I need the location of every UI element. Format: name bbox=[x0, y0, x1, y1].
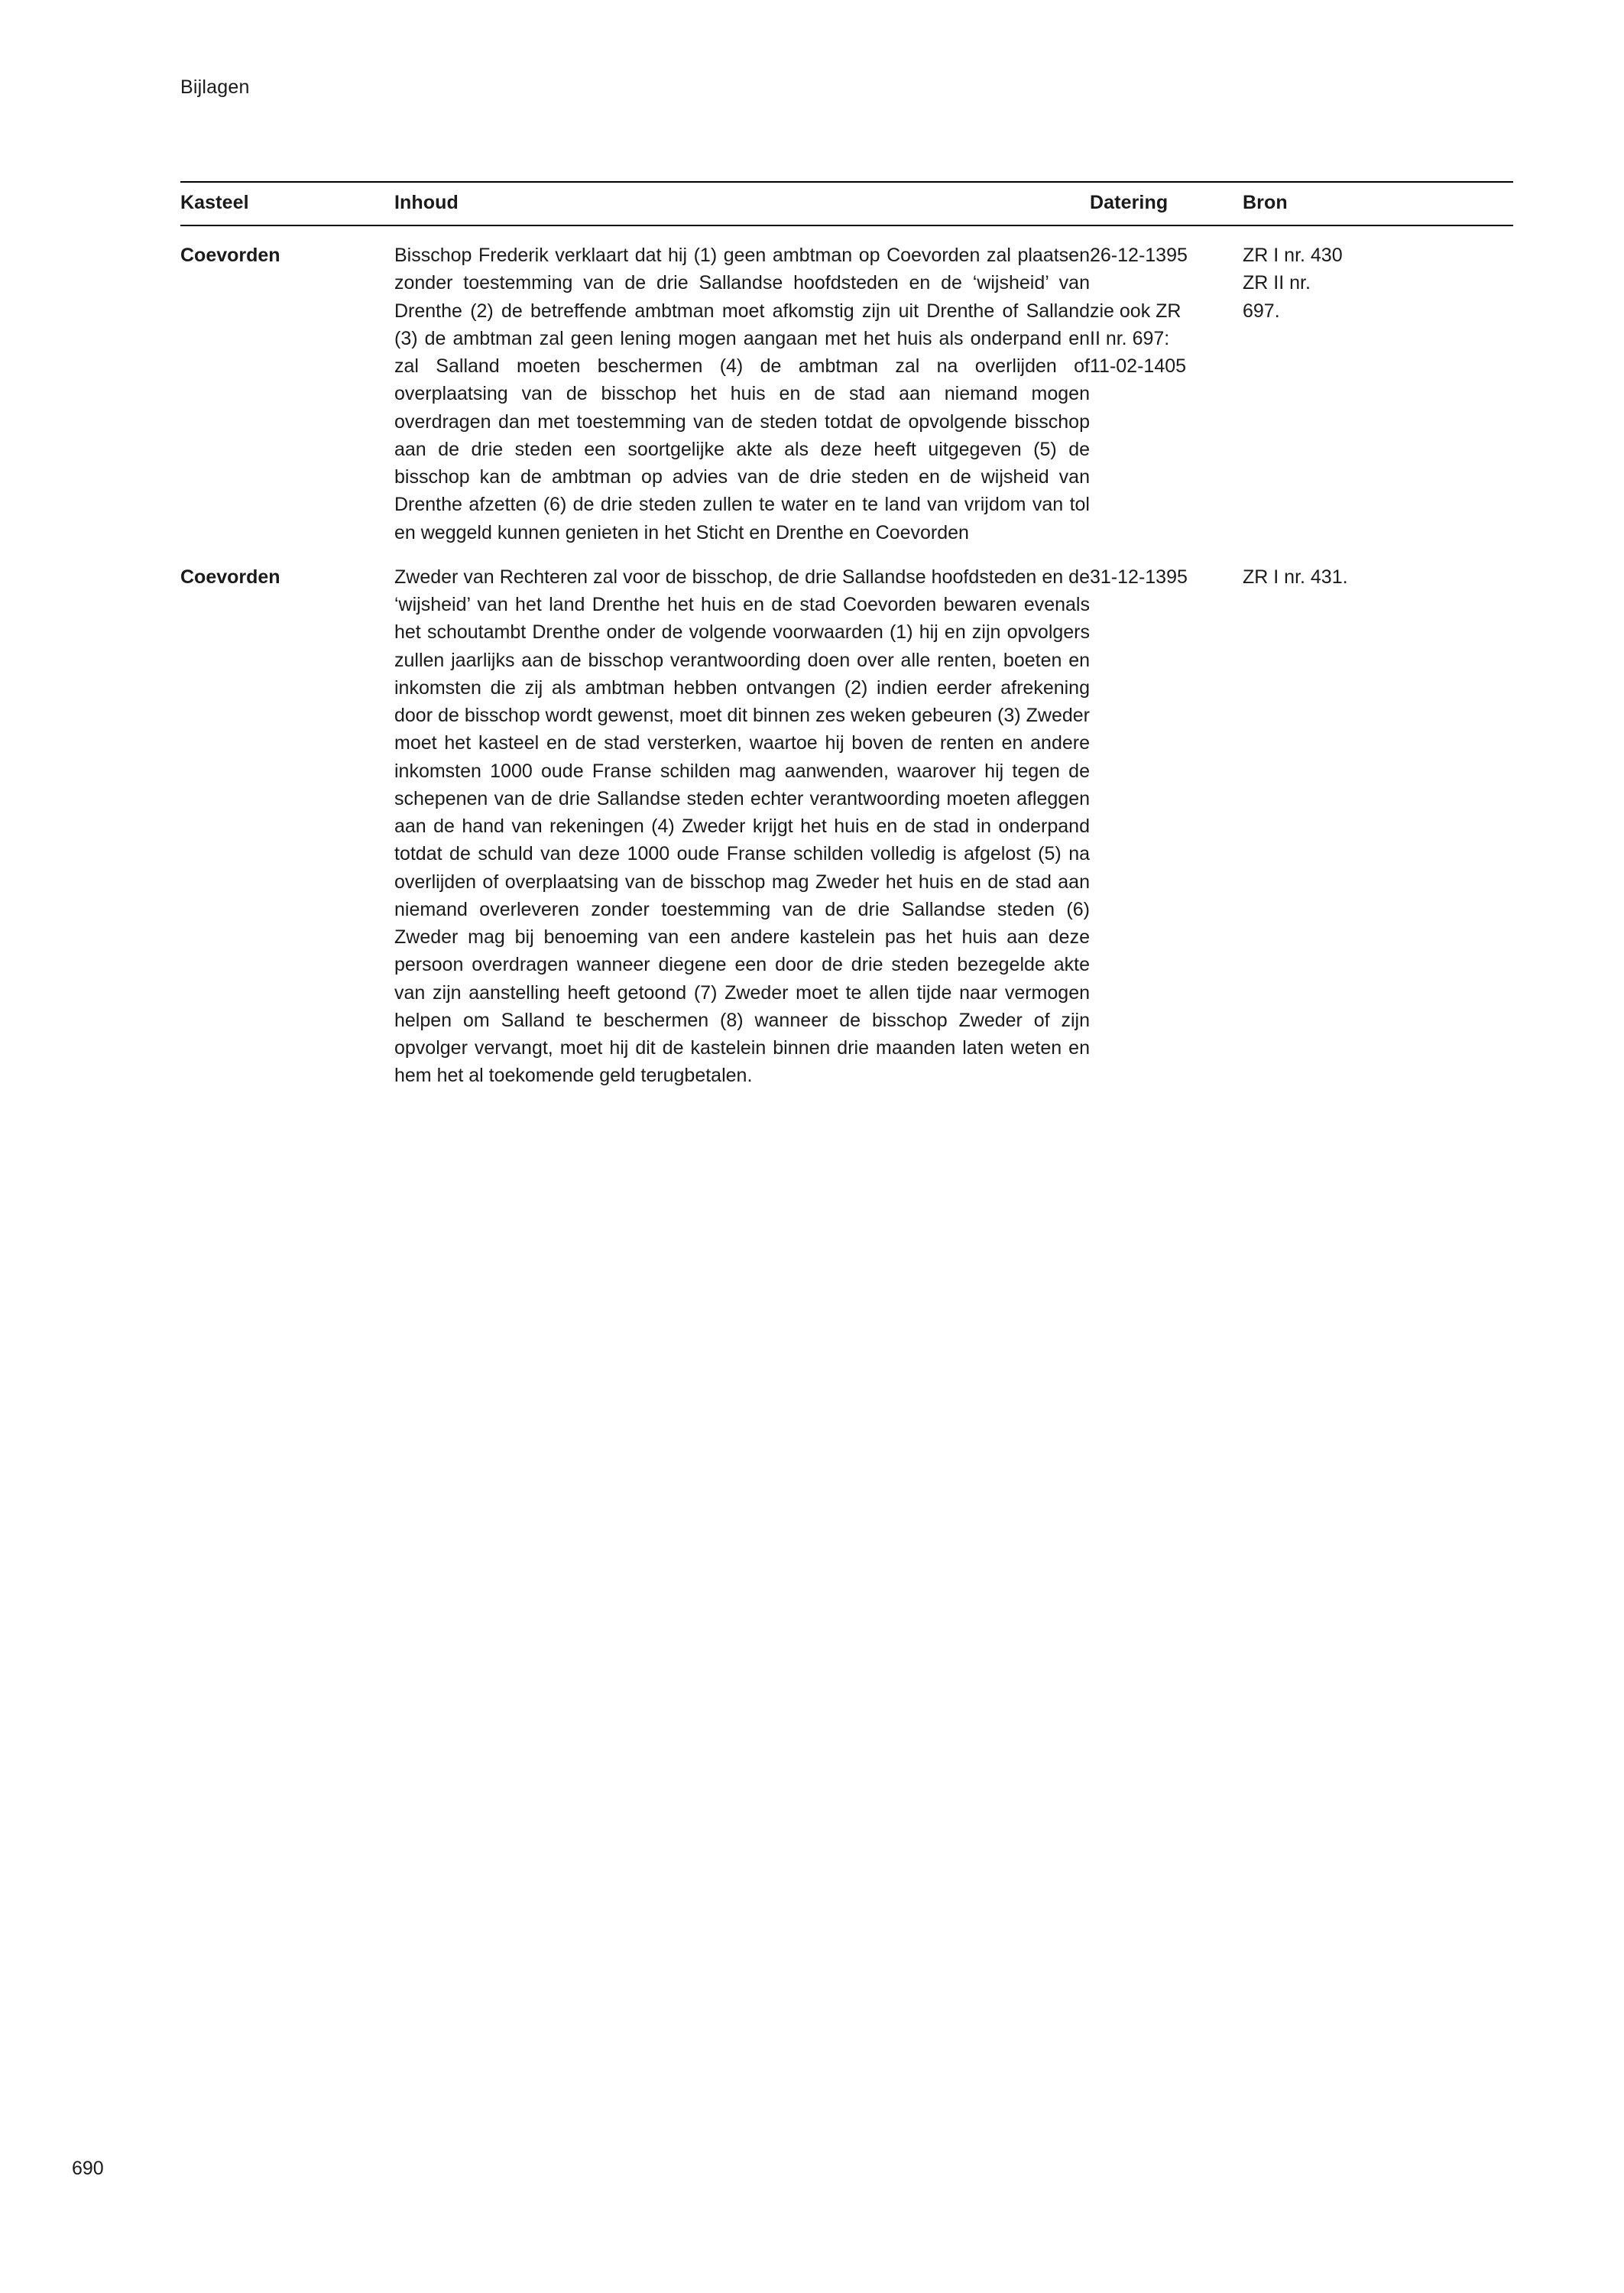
column-header-kasteel: Kasteel bbox=[180, 192, 249, 213]
cell-kasteel: Coevorden bbox=[180, 566, 280, 588]
datering-line: 11-02-1405 bbox=[1090, 355, 1187, 377]
cell-kasteel: Coevorden bbox=[180, 245, 280, 266]
bijlage-table-wrapper bbox=[180, 181, 1513, 1090]
cell-bron bbox=[1243, 546, 1513, 1090]
table-header bbox=[180, 182, 1513, 225]
datering-spacer bbox=[1090, 269, 1243, 297]
bron-line: 697. bbox=[1243, 300, 1280, 322]
bijlage-table bbox=[180, 181, 1513, 1090]
bron-line: ZR II nr. bbox=[1243, 272, 1311, 294]
table-body bbox=[180, 225, 1513, 1090]
page-number: 690 bbox=[72, 2158, 104, 2179]
running-head: Bijlagen bbox=[180, 76, 250, 98]
cell-datering bbox=[1090, 225, 1243, 546]
column-header-inhoud: Inhoud bbox=[394, 192, 459, 213]
cell-inhoud: Zweder van Rechteren zal voor de bisschop, de drie Sallandse hoofdsteden en de ‘wijsheid’ van het land Drenthe het huis en de stad Coevorden bewaren evenals het schoutambt Drenthe onder de volgende voorwaarden (1) hij en zijn opvolgers zullen jaarlijks aan de bisschop verantwoording doen over alle renten, boeten en inkomsten die zij als ambtman hebben ontvangen (2) indien eerder afrekening door de bisschop wordt gewenst, moet dit binnen zes weken gebeuren (3) Zweder moet het kasteel en de stad versterken, waartoe hij boven de renten en andere inkomsten 1000 oude Franse schilden mag aanwenden, waarover hij tegen de schepenen van de drie Sallandse steden echter verantwoording moeten afleggen aan de hand van rekeningen (4) Zweder krijgt het huis en de stad in onderpand totdat de schuld van deze 1000 oude Franse schilden volledig is afgelost (5) na overlijden of overplaatsing van de bisschop mag Zweder het huis en de stad aan niemand overleveren zonder toestemming van de drie Sallandse steden (6) Zweder mag bij benoeming van een andere kastelein pas het huis aan deze persoon overdragen wanneer diegene een door de drie steden bezegelde akte van zijn aanstelling heeft getoond (7) Zweder moet te allen tijde naar vermogen helpen om Salland te beschermen (8) wanneer de bisschop Zweder of zijn opvolger vervangt, moet hij dit de kastelein binnen drie maanden laten weten en hem het al toekomende geld terugbetalen. bbox=[394, 566, 1090, 1087]
datering-line: zie ook ZR bbox=[1090, 300, 1182, 322]
column-header-bron: Bron bbox=[1243, 192, 1288, 213]
cell-bron bbox=[1243, 225, 1513, 546]
datering-line: II nr. 697: bbox=[1090, 327, 1170, 349]
bron-line: ZR I nr. 431. bbox=[1243, 566, 1348, 588]
datering-line: 31-12-1395 bbox=[1090, 566, 1188, 588]
column-header-datering: Datering bbox=[1090, 192, 1169, 213]
table-row bbox=[180, 546, 1513, 1090]
cell-datering bbox=[1090, 546, 1243, 1090]
datering-line: 26-12-1395 bbox=[1090, 245, 1188, 266]
bron-line: ZR I nr. 430 bbox=[1243, 245, 1343, 266]
table-row bbox=[180, 225, 1513, 546]
table-header-row bbox=[180, 182, 1513, 225]
cell-inhoud: Bisschop Frederik verklaart dat hij (1) geen ambtman op Coevorden zal plaatsen zonder toestemming van de drie Sallandse hoofdsteden en de ‘wijsheid’ van Drenthe (2) de betreffende ambtman moet afkomstig zijn uit Drenthe of Salland (3) de ambtman zal geen lening mogen aangaan met het huis als onderpand en zal Salland moeten beschermen (4) de ambtman zal na overlijden of overplaatsing van de bisschop het huis en de stad aan niemand mogen overdragen dan met toestemming van de steden totdat de opvolgende bisschop aan de drie steden een soortgelijke akte als deze heeft uitgegeven (5) de bisschop kan de ambtman op advies van de drie steden en de wijsheid van Drenthe afzetten (6) de drie steden zullen te water en te land van vrijdom van tol en weggeld kunnen genieten in het Sticht en Drenthe en Coevorden bbox=[394, 245, 1090, 543]
